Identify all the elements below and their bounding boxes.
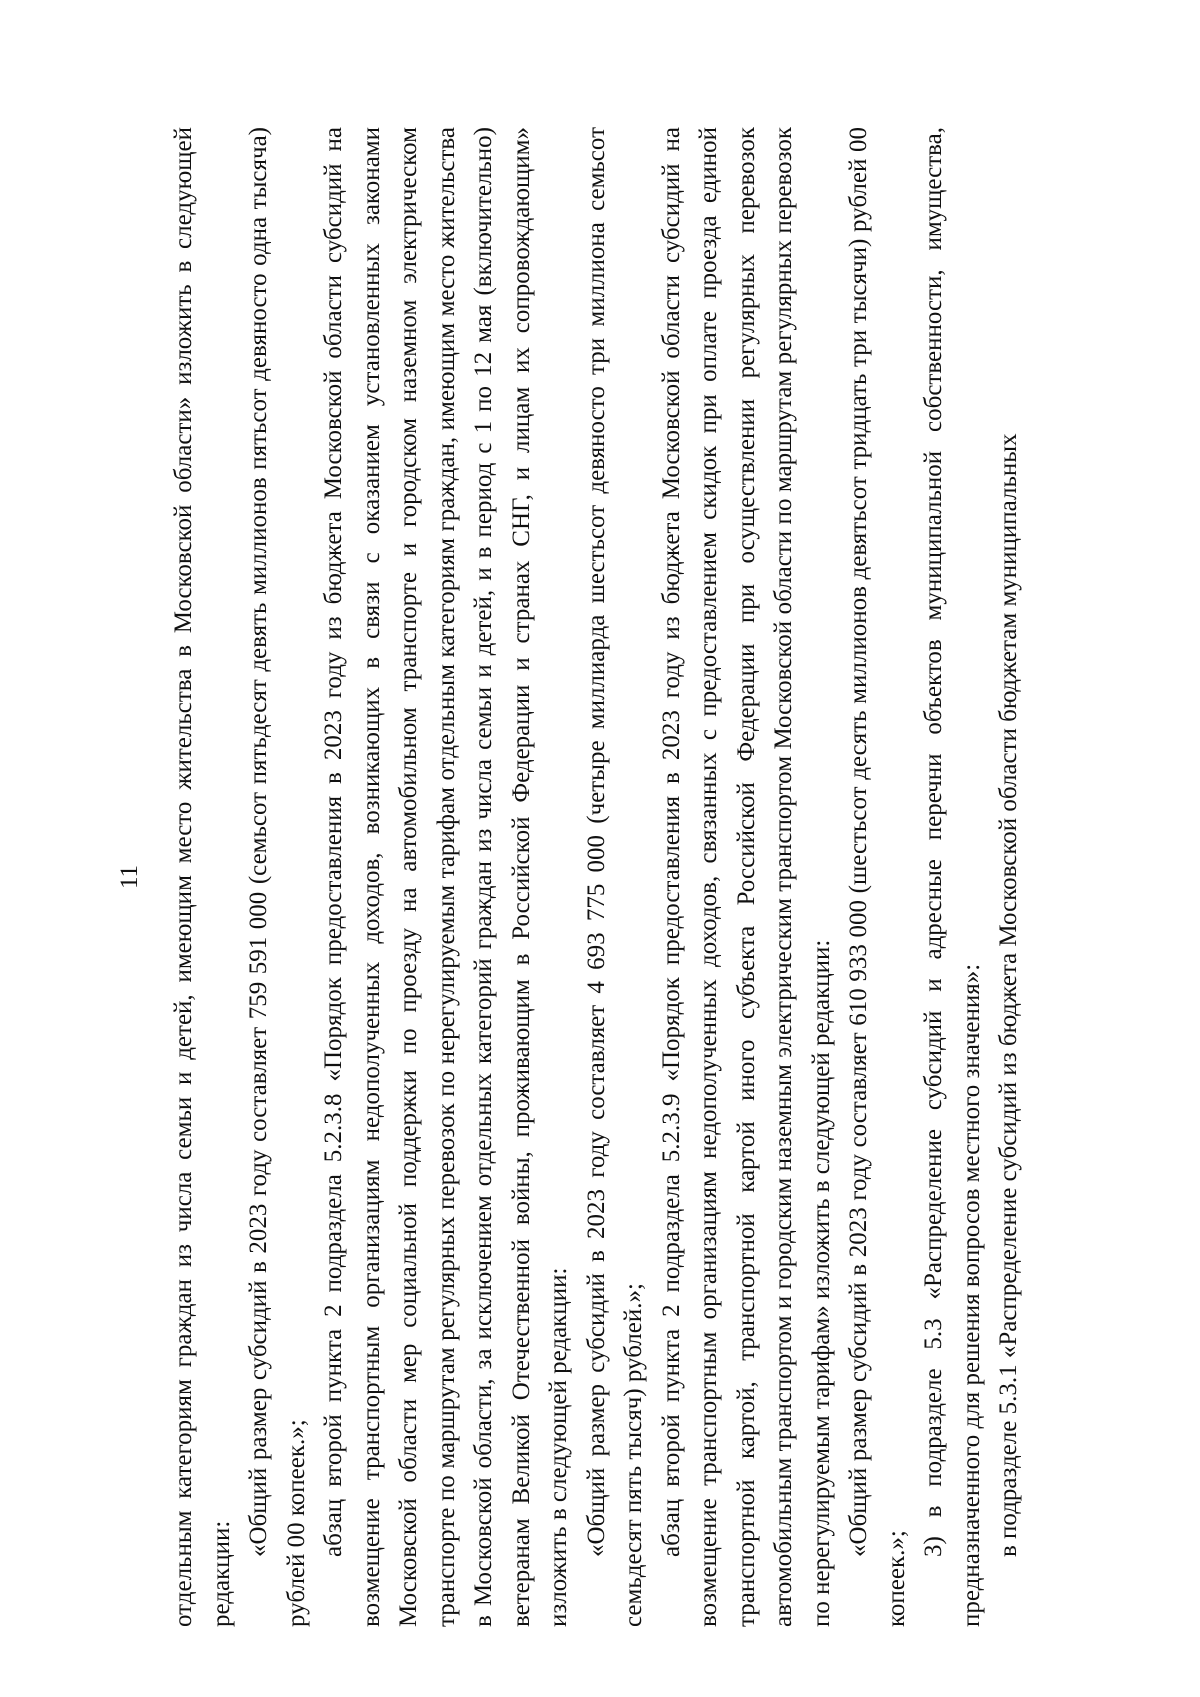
rotated-page-content (65, 127, 1135, 1627)
paragraph-5: абзац второй пункта 2 подраздела 5.2.3.9 «Порядок предоставления в 2023 году из бюджета Московской области субсидий на возмещение транспортным организациям недополученных доходов, связанных с предоставлением скидок при оплате проезда единой транспортной картой, транспортной картой иного субъекта Российской Федерации при осуществлении регулярных перевозок автомобильным транспортом и городским наземным электрическим транспортом Московской области по маршрутам регулярных перевозок по нерегулируемым тарифам» изложить в следующей редакции: (657, 127, 835, 1627)
paragraph-8: в подразделе 5.3.1 «Распределение субсидий из бюджета Московской области бюджетам муниципальных (995, 433, 1022, 1557)
paragraph-2: «Общий размер субсидий в 2023 году составляет 759 591 000 (семьсот пятьдесят девять миллионов пятьсот девяносто одна тысяча) рублей 00 копеек.»; (245, 127, 310, 1627)
paragraph-7: 3) в подразделе 5.3 «Распределение субсидий и адресные перечни объектов муниципальной собственности, имущества, предназначенного для решения вопросов местного значения»: (920, 127, 985, 1627)
body-text (165, 127, 1028, 1627)
paragraph-6: «Общий размер субсидий в 2023 году составляет 610 933 000 (шестьсот десять миллионов девятьсот тридцать три тысячи) рублей 00 копеек.»; (845, 127, 910, 1627)
paragraph-3: абзац второй пункта 2 подраздела 5.2.3.8 «Порядок предоставления в 2023 году из бюджета Московской области субсидий на возмещение транспортным организациям недополученных доходов, возникающих в связи с оказанием установленных законами Московской области мер социальной поддержки по проезду на автомобильном транспорте и городском наземном электрическом транспорте по маршрутам регулярных перевозок по нерегулируемым тарифам отдельным категориям граждан, имеющим место жительства в Московской области, за исключением отдельных категорий граждан из числа семьи и детей, и в период с 1 по 12 мая (включительно) ветеранам Великой Отечественной войны, проживающим в Российской Федерации и странах СНГ, и лицам их сопровождающим» изложить в следующей редакции: (320, 127, 572, 1627)
paragraph-1: отдельным категориям граждан из числа семьи и детей, имеющим место жительства в Московской области» изложить в следующей редакции: (170, 127, 235, 1627)
paragraph-4: «Общий размер субсидий в 2023 году составляет 4 693 775 000 (четыре миллиарда шестьсот девяносто три миллиона семьсот семьдесят пять тысяч) рублей.»; (582, 127, 647, 1627)
page-number: 11 (116, 864, 143, 890)
